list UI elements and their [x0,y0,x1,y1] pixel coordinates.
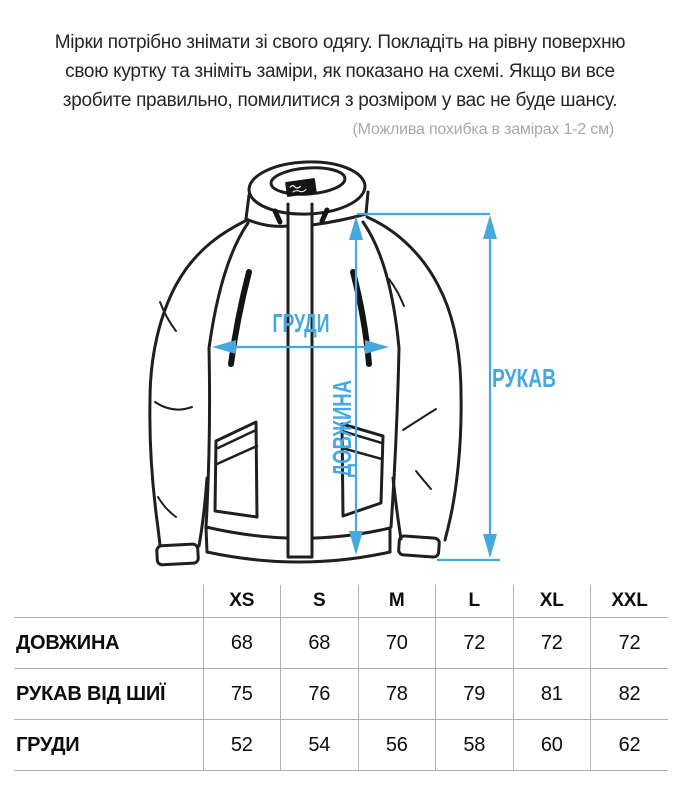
jacket-zipper-placket [288,204,312,557]
jacket-right-sleeve-inner-edge [393,478,401,539]
jacket-left-cuff [157,544,199,565]
jacket-crease [158,497,176,517]
measurement-value: 68 [281,618,359,669]
measurement-value: 60 [513,720,591,771]
arrowhead-left-icon [212,340,236,354]
jacket-left-pocket-flap-bottom [217,446,257,464]
size-table-corner-cell [14,585,203,618]
size-column-header: L [436,585,514,618]
measurement-value: 82 [591,669,669,720]
table-row-sleeve [14,669,668,720]
measurement-value: 58 [436,720,514,771]
measurement-instructions [0,28,680,115]
measurement-value: 78 [358,669,436,720]
jacket-left-raglan-seam [209,223,248,348]
size-column-header: M [358,585,436,618]
chest-measure-label: ГРУДИ [272,308,330,338]
table-row-length [14,618,668,669]
size-column-header: XL [513,585,591,618]
jacket-hem-left-edge [206,527,207,552]
size-table-header-row [14,585,668,618]
jacket-crease [416,471,431,489]
measurement-value: 79 [436,669,514,720]
measurement-value: 72 [591,618,669,669]
arrowhead-down-icon [349,531,363,555]
size-column-header: S [281,585,359,618]
measurement-value: 72 [513,618,591,669]
measurement-value: 54 [281,720,359,771]
sleeve-measure-label: РУКАВ [492,363,556,393]
row-label: ГРУДИ [14,720,203,771]
size-table [14,585,668,771]
arrowhead-up-icon [483,215,497,239]
arrowhead-right-icon [365,340,389,354]
size-column-header: XS [203,585,281,618]
arrowhead-up-icon [349,216,363,240]
measurement-value: 68 [203,618,281,669]
length-measure-label: ДОВЖИНА [327,340,357,477]
row-label: РУКАВ ВІД ШИЇ [14,669,203,720]
measurement-value: 56 [358,720,436,771]
measurement-value: 62 [591,720,669,771]
instruction-line: зробите правильно, помилитися з розміром у вас не буде шансу. [62,90,618,111]
jacket-left-pocket [215,422,257,517]
jacket-crease [403,409,436,430]
size-column-header: XXL [591,585,669,618]
row-label: ДОВЖИНА [14,618,203,669]
instruction-line: Мірки потрібно знімати зі свого одягу. Покладіть на рівну поверхню [54,32,626,53]
measurement-value: 76 [281,669,359,720]
measurement-value: 81 [513,669,591,720]
measurement-value: 70 [358,618,436,669]
jacket-left-sleeve-outline [150,220,247,545]
measurement-value: 75 [203,669,281,720]
arrowhead-down-icon [483,534,497,558]
jacket-right-cuff [398,536,439,558]
measurement-value: 52 [203,720,281,771]
jacket-crease [155,402,192,410]
instruction-line: свою куртку та зніміть заміри, як показано на схемі. Якщо ви все [65,61,615,82]
table-row-chest [14,720,668,771]
measurement-value: 72 [436,618,514,669]
tolerance-note: (Можлива похибка в замірах 1-2 см) [352,121,614,138]
jacket-measurement-diagram [0,150,680,610]
